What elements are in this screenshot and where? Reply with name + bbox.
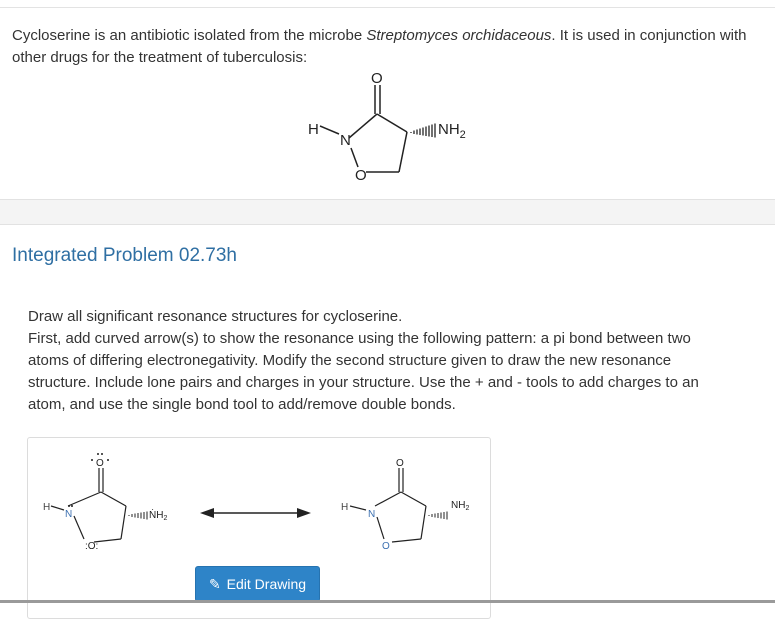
- intro-part2: . It is used in conjunction with other drugs for the treatment of tuberculosis:: [12, 27, 747, 66]
- edit-drawing-label: Edit Drawing: [226, 576, 307, 592]
- instruction-line-2: First, add curved arrow(s) to show the resonance using the following pattern: a pi bond between two atoms of differing electronegativity. Modify the second structure given to draw the new resonance structure. Include lone pairs and charges in your structure. Use the + and - tools to add charges to an atom, and use the single bond tool to add/remove double bonds.: [28, 330, 699, 413]
- resonance-arrow: [200, 508, 311, 518]
- svg-text:NH2: [438, 121, 466, 141]
- atom-n: N: [340, 132, 351, 149]
- svg-text:N: N: [65, 509, 73, 520]
- problem-instructions: [28, 306, 733, 416]
- svg-text::O:: :O:: [85, 541, 99, 552]
- atom-ring-o: O: [355, 167, 367, 184]
- intro-part1: Cycloserine is an antibiotic isolated from the microbe: [12, 27, 367, 44]
- pencil-icon: ✎: [208, 575, 221, 592]
- atom-nh-subscript: 2: [459, 129, 466, 141]
- svg-text:O: O: [396, 458, 404, 469]
- svg-text:H: H: [43, 502, 51, 513]
- left-structure: [43, 453, 167, 552]
- problem-title: Integrated Problem 02.73h: [12, 245, 237, 266]
- right-structure: [341, 458, 469, 552]
- section-divider: [0, 199, 775, 225]
- intro-text: [12, 25, 752, 69]
- svg-text:NH2: $NH_2$: [451, 500, 470, 512]
- cycloserine-structure: [300, 68, 500, 188]
- top-divider: [0, 7, 775, 8]
- atom-h: H: [308, 121, 319, 138]
- edit-drawing-button[interactable]: [195, 566, 320, 602]
- instruction-line-1: Draw all significant resonance structures for cycloserine.: [28, 308, 403, 325]
- organism-name: Streptomyces orchidaceous: [366, 27, 552, 44]
- svg-text:O: O: [96, 458, 104, 469]
- svg-text:O: O: [382, 541, 390, 552]
- svg-text:ṄH2: ṄH$_2$: [149, 510, 168, 522]
- svg-text:N: N: [368, 509, 376, 520]
- atom-nh: NH: [438, 121, 460, 138]
- svg-text:H: H: [341, 502, 349, 513]
- atom-carbonyl-o: O: [371, 70, 383, 87]
